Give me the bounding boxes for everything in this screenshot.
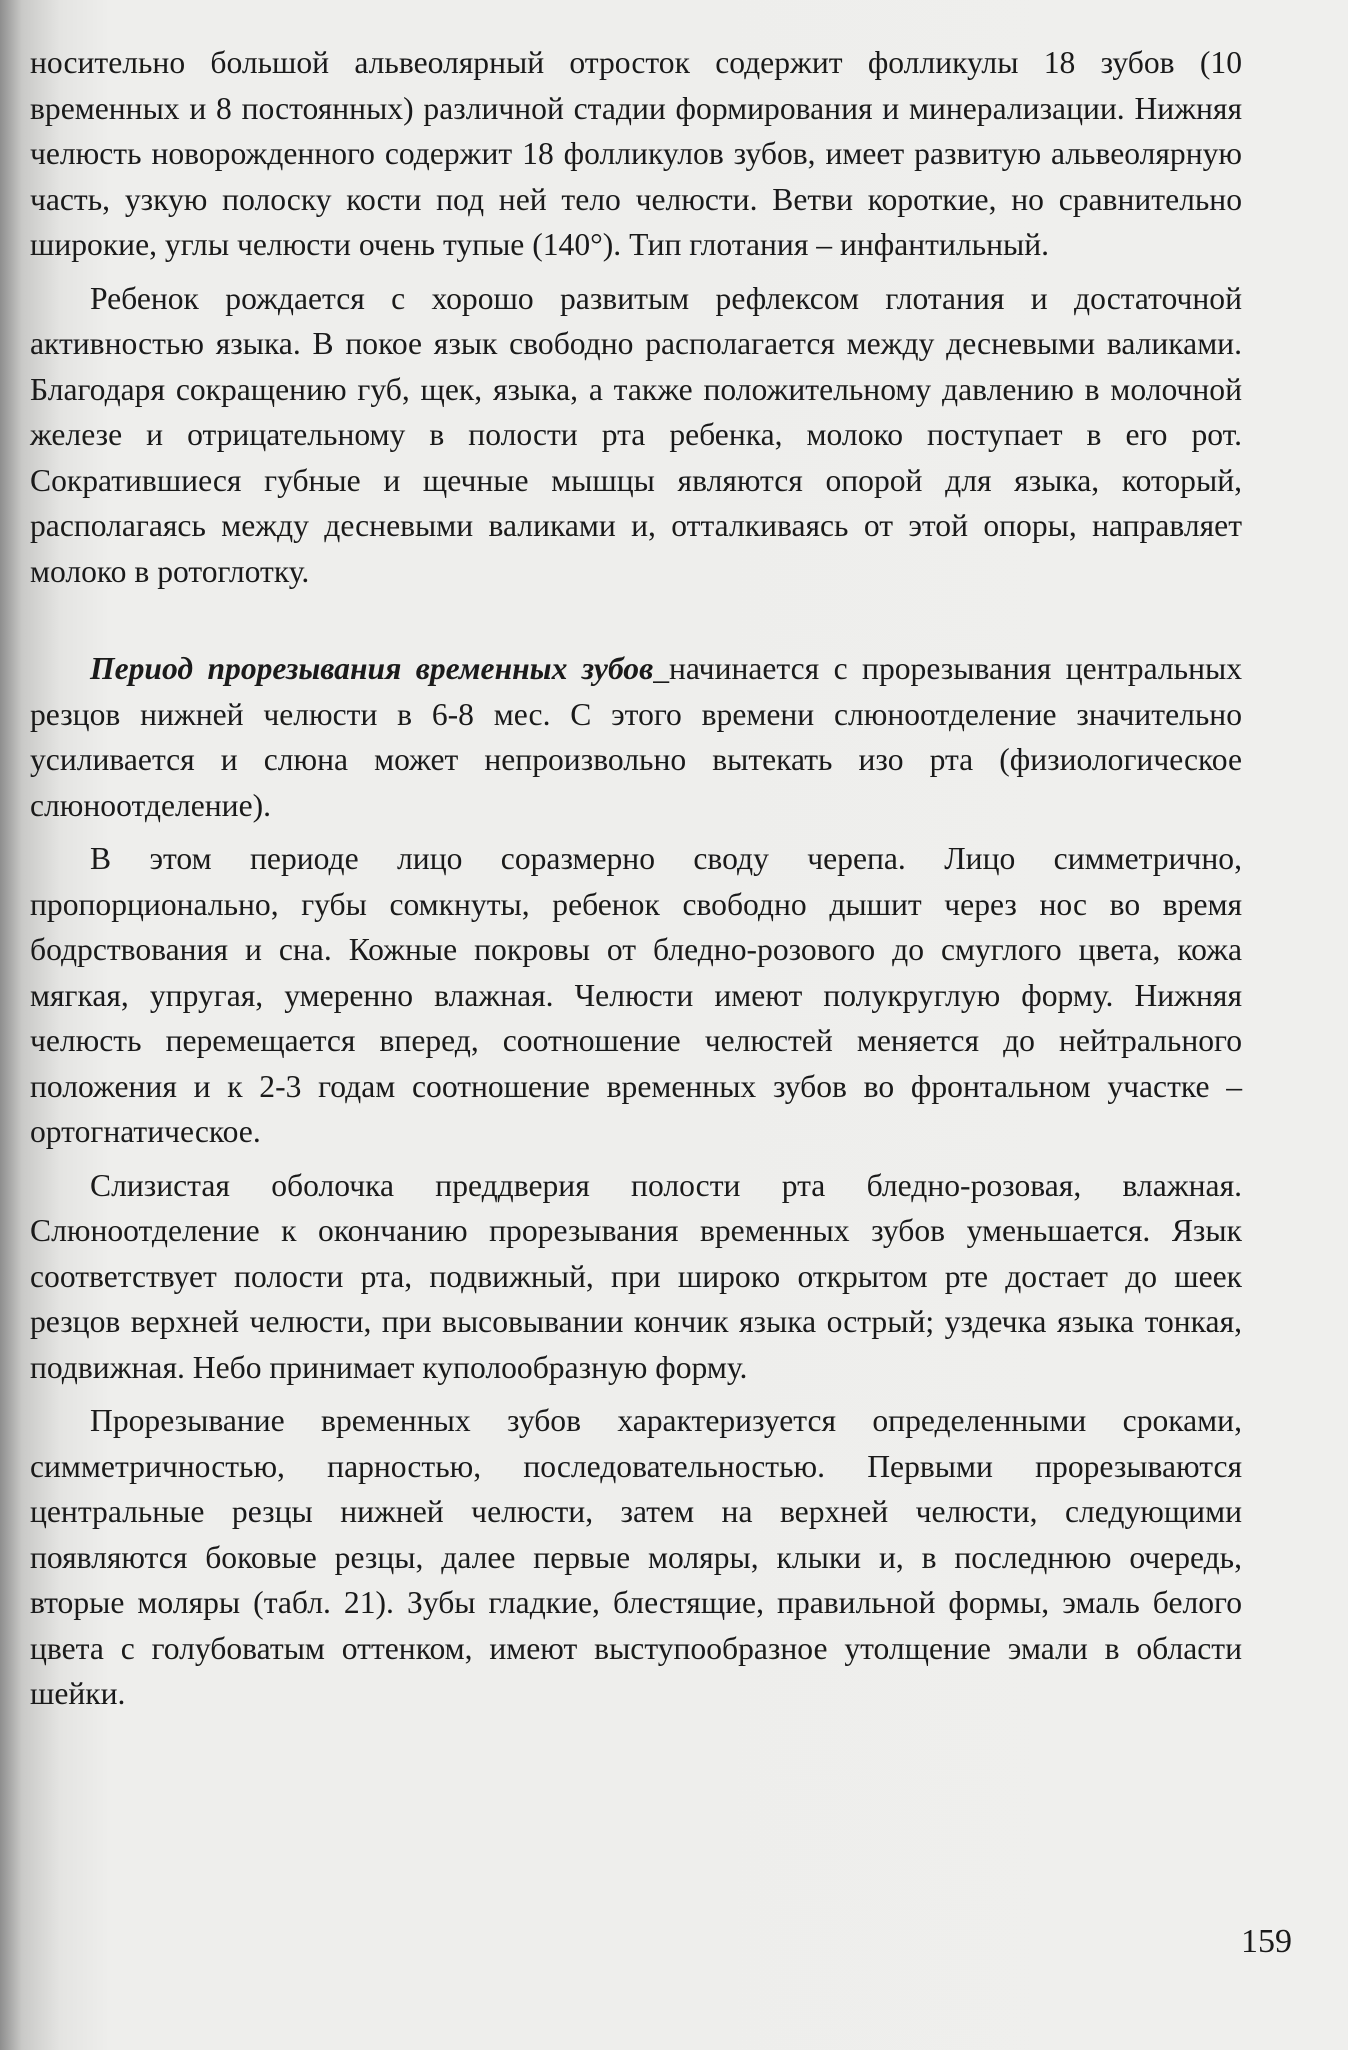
paragraph-teething-period [30, 646, 1242, 828]
paragraph-face-description: В этом периоде лицо соразмерно своду черепа. Лицо симметрично, пропорционально, губы сомкнуты, ребенок свободно дышит через нос во время бодрствования и сна. Кожные покровы от бледно-розового до смуглого цвета, кожа мягкая, упругая, умеренно влажная. Челюсти имеют полукруглую форму. Нижняя челюсть перемещается вперед, соотношение челюстей меняется до нейтрального положения и к 2-3 годам соотношение временных зубов во фронтальном участке – ортогнатическое. [30, 841, 1242, 1149]
paragraph-swallowing-reflex: Ребенок рождается с хорошо развитым рефлексом глотания и достаточной активностью языка. В покое язык свободно располагается между десневыми валиками. Благодаря сокращению губ, щек, языка, а также положительному давлению в молочной железе и отрицательному в полости рта ребенка, молоко поступает в его рот. Сократившиеся губные и щечные мышцы являются опорой для языка, который, располагаясь между десневыми валиками и, отталкиваясь от этой опоры, направляет молоко в ротоглотку. [30, 280, 1242, 589]
term-heading: Период прорезывания временных зубов [90, 651, 654, 686]
paragraph-continuation: носительно большой альвеолярный отросток содержит фолликулы 18 зубов (10 временных и 8 постоянных) различной стадии формирования и минерализации. Нижняя челюсть новорожденного содержит 18 фолликулов зубов, имеет развитую альвеолярную часть, узкую полоску кости под ней тело челюсти. Ветви короткие, но сравнительно широкие, углы челюсти очень тупые (140°). Тип глотания – инфантильный. [30, 45, 1242, 262]
page-number: 159 [1241, 1923, 1292, 1960]
body-text [30, 40, 1242, 1717]
paragraph-oral-mucosa: Слизистая оболочка преддверия полости рта бледно-розовая, влажная. Слюноотделение к окончанию прорезывания временных зубов уменьшается. Язык соответствует полости рта, подвижный, при широко открытом рте достает до шеек резцов верхней челюсти, при высовывании кончик языка острый; уздечка языка тонкая, подвижная. Небо принимает куполообразную форму. [30, 1167, 1242, 1385]
paragraph-teething-period-text: _начинается с прорезывания центральных резцов нижней челюсти в 6-8 мес. С этого времени слюноотделение значительно усиливается и слюна может непроизвольно вытекать изо рта (физиологическое слюноотделение). [30, 651, 1243, 823]
paragraph-teeth-eruption: Прорезывание временных зубов характеризуется определенными сроками, симметричностью, парностью, последовательностью. Первыми прорезываются центральные резцы нижней челюсти, затем на верхней челюсти, следующими появляются боковые резцы, далее первые моляры, клыки и, в последнюю очередь, вторые моляры (табл. 21). Зубы гладкие, блестящие, правильной формы, эмаль белого цвета с голубоватым оттенком, имеют выступообразное утолщение эмали в области шейки. [30, 1403, 1242, 1711]
